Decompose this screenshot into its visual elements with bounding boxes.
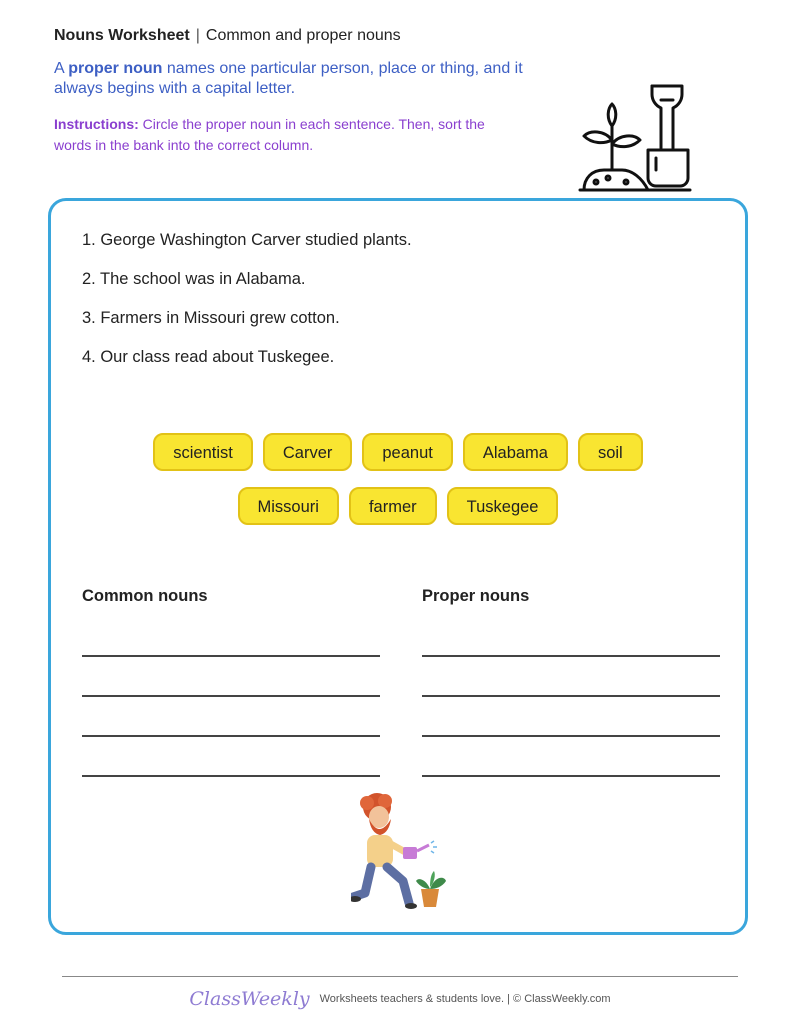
footer	[0, 988, 800, 1010]
gardener-illustration	[351, 791, 461, 916]
answer-line[interactable]	[82, 619, 380, 657]
worksheet-title: Nouns Worksheet	[54, 27, 190, 44]
word-chip-carver[interactable]: Carver	[263, 433, 353, 471]
proper-nouns-column	[422, 587, 720, 777]
word-chip-scientist[interactable]: scientist	[153, 433, 253, 471]
common-nouns-heading: Common nouns	[82, 587, 208, 605]
answer-line[interactable]	[82, 739, 380, 777]
common-nouns-column	[82, 587, 380, 777]
footer-divider	[62, 976, 738, 977]
definition-text	[54, 59, 574, 99]
definition-term: proper noun	[68, 60, 163, 77]
sentence-item[interactable]: 4. Our class read about Tuskegee.	[82, 348, 335, 366]
word-chip-soil[interactable]: soil	[578, 433, 643, 471]
instructions-body: Circle the proper noun in each sentence. Then, sort the words in the bank into the correct column.	[54, 116, 485, 153]
word-chip-tuskegee[interactable]: Tuskegee	[447, 487, 559, 525]
definition-body: names one particular person, place or thing, and it always begins with a capital letter.	[54, 60, 523, 97]
answer-line[interactable]	[422, 659, 720, 697]
word-bank-row-2	[51, 487, 745, 525]
answer-line[interactable]	[422, 619, 720, 657]
instructions-label: Instructions:	[54, 116, 139, 132]
answer-line[interactable]	[82, 659, 380, 697]
sentence-item[interactable]: 3. Farmers in Missouri grew cotton.	[82, 309, 340, 327]
sentence-item[interactable]: 2. The school was in Alabama.	[82, 270, 306, 288]
sentence-list	[82, 229, 412, 385]
footer-text: Worksheets teachers & students love. | © ClassWeekly.com	[319, 993, 611, 1005]
word-chip-farmer[interactable]: farmer	[349, 487, 437, 525]
word-chip-alabama[interactable]: Alabama	[463, 433, 568, 471]
definition-prefix: A	[54, 60, 69, 77]
worksheet-panel	[48, 198, 748, 935]
plant-and-shovel-icon	[578, 82, 692, 194]
worksheet-subtitle: Common and proper nouns	[205, 27, 401, 44]
answer-line[interactable]	[82, 699, 380, 737]
classweekly-logo: ClassWeekly	[189, 988, 310, 1010]
word-bank-row-1	[51, 433, 745, 471]
instructions	[54, 114, 524, 156]
answer-line[interactable]	[422, 699, 720, 737]
sentence-item[interactable]: 1. George Washington Carver studied plants.	[82, 231, 412, 249]
header-separator: |	[195, 27, 200, 44]
word-chip-peanut[interactable]: peanut	[362, 433, 452, 471]
worksheet-header	[54, 27, 401, 45]
word-chip-missouri[interactable]: Missouri	[238, 487, 339, 525]
proper-nouns-heading: Proper nouns	[422, 587, 530, 605]
answer-line[interactable]	[422, 739, 720, 777]
